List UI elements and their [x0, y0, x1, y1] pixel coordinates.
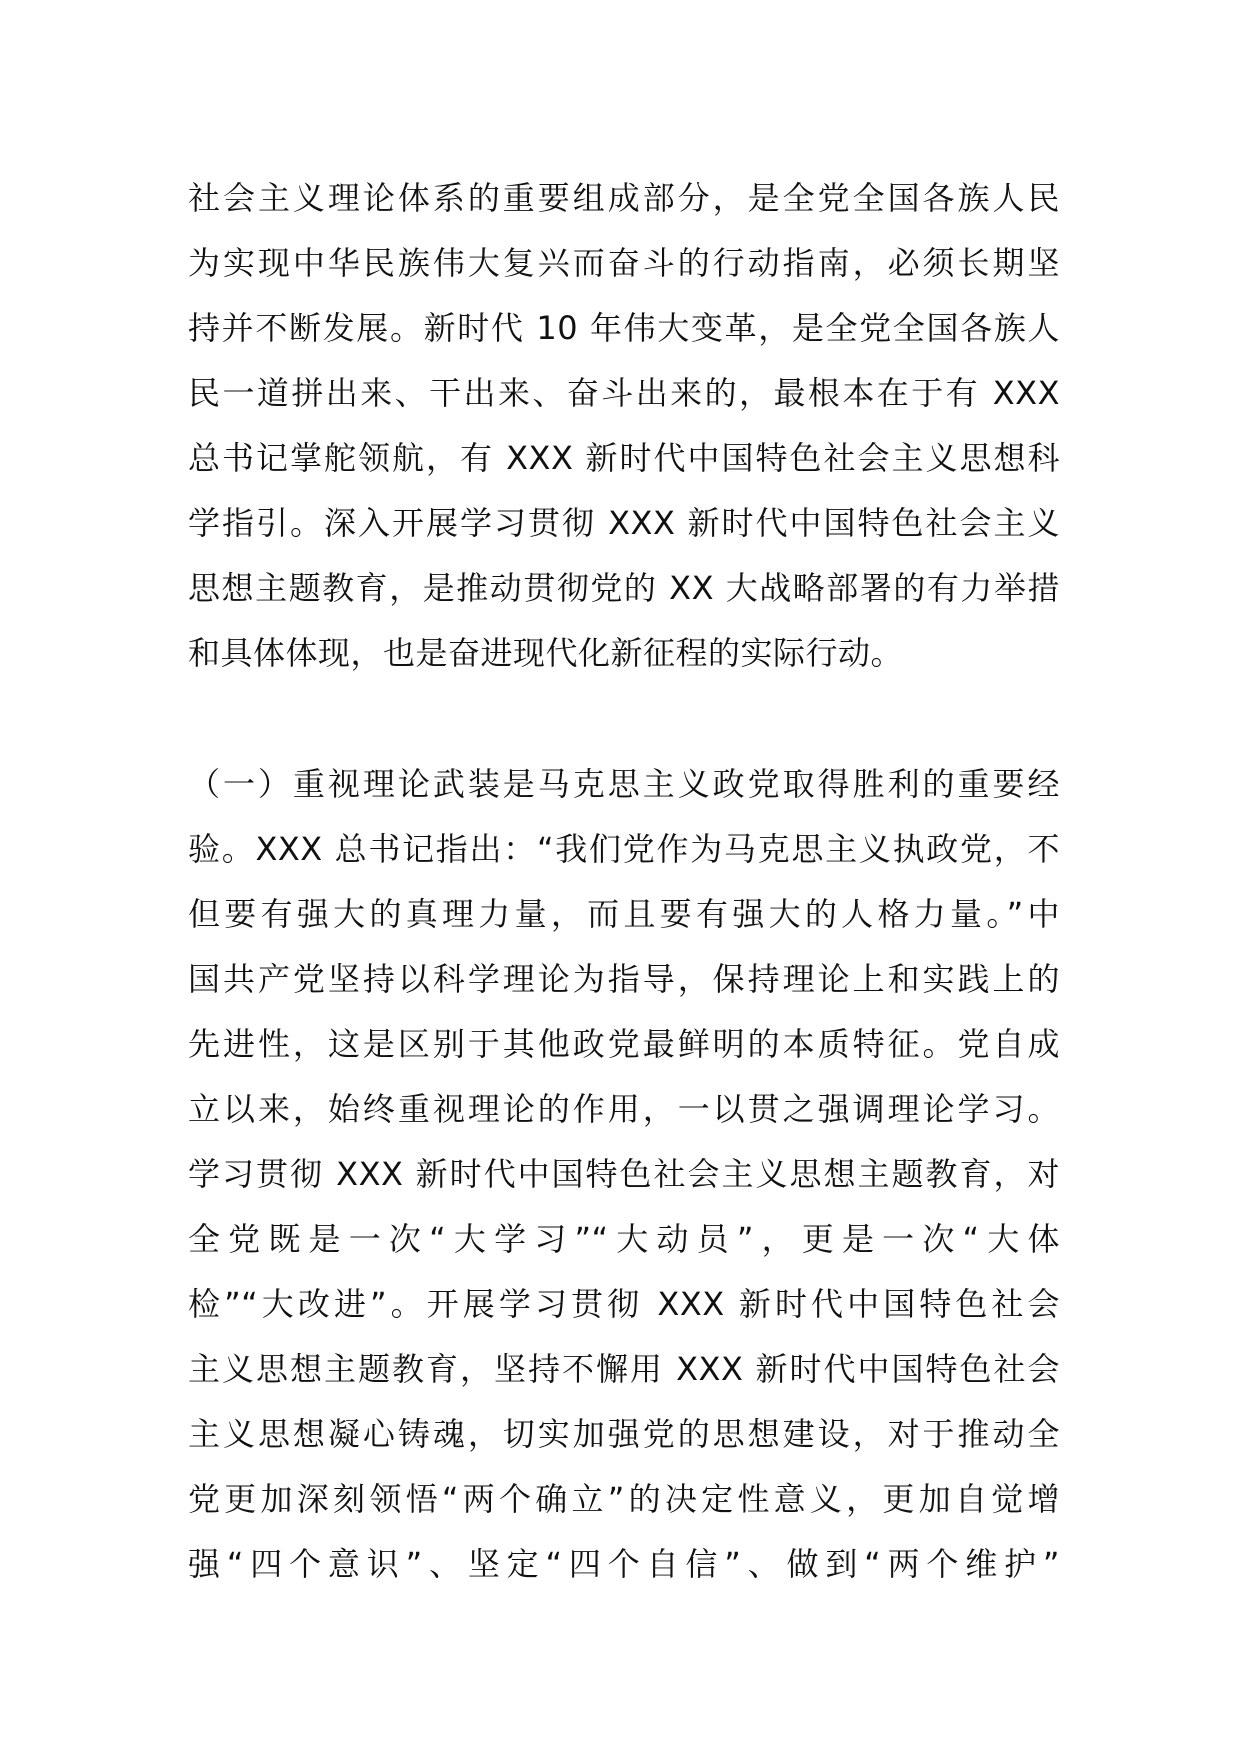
text-line: 学习贯彻 XXX 新时代中国特色社会主义思想主题教育，对	[188, 1155, 1060, 1193]
text-line: 主义思想主题教育，坚持不懈用 XXX 新时代中国特色社会	[188, 1350, 1060, 1388]
text-line: 民一道拼出来、干出来、奋斗出来的，最根本在于有 XXX	[188, 374, 1060, 412]
text-line: 社会主义理论体系的重要组成部分，是全党全国各族人民	[188, 179, 1060, 217]
text-line: 但要有强大的真理力量，而且要有强大的人格力量。”中	[188, 895, 1060, 933]
paragraph-1	[188, 166, 1060, 686]
section-heading-line: （一）重视理论武装是马克思主义政党取得胜利的重要经	[188, 765, 1060, 803]
text-line: 持并不断发展。新时代 10 年伟大变革，是全党全国各族人	[188, 309, 1060, 347]
text-line: 立以来，始终重视理论的作用，一以贯之强调理论学习。	[188, 1090, 1060, 1128]
text-line: 总书记掌舵领航，有 XXX 新时代中国特色社会主义思想科	[188, 439, 1060, 477]
text-line: 先进性，这是区别于其他政党最鲜明的本质特征。党自成	[188, 1025, 1060, 1063]
text-line: 国共产党坚持以科学理论为指导，保持理论上和实践上的	[188, 960, 1060, 998]
text-line: 检”“大改进”。开展学习贯彻 XXX 新时代中国特色社会	[188, 1285, 1060, 1323]
text-line: 思想主题教育，是推动贯彻党的 XX 大战略部署的有力举措	[188, 569, 1060, 607]
text-line: 验。XXX 总书记指出：“我们党作为马克思主义执政党，不	[188, 830, 1060, 868]
text-line: 党更加深刻领悟“两个确立”的决定性意义，更加自觉增	[188, 1480, 1060, 1518]
paragraph-2	[188, 752, 1060, 1597]
text-line: 和具体体现，也是奋进现代化新征程的实际行动。	[188, 634, 904, 672]
text-line: 主义思想凝心铸魂，切实加强党的思想建设，对于推动全	[188, 1415, 1060, 1453]
text-line: 全党既是一次“大学习”“大动员”，更是一次“大体	[188, 1220, 1060, 1258]
text-line: 强“四个意识”、坚定“四个自信”、做到“两个维护”	[188, 1545, 1060, 1583]
text-line: 为实现中华民族伟大复兴而奋斗的行动指南，必须长期坚	[188, 244, 1060, 282]
text-line: 学指引。深入开展学习贯彻 XXX 新时代中国特色社会主义	[188, 504, 1060, 542]
